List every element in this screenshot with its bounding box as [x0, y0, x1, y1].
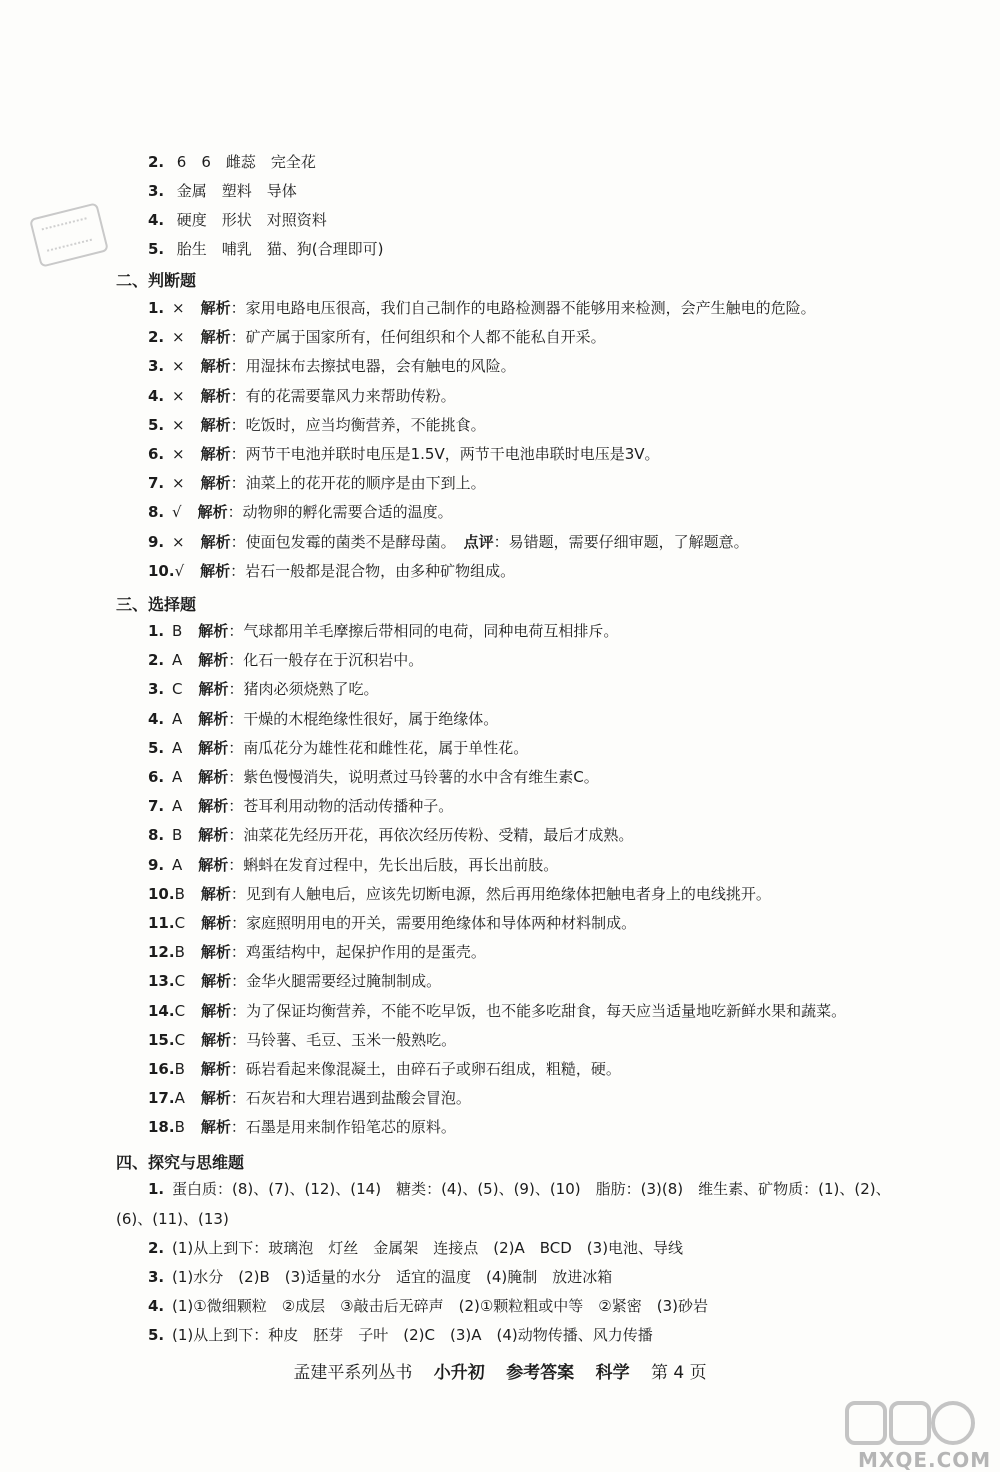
list-item — [148, 1238, 683, 1258]
explanation-text: ：金华火腿需要经过腌制制成。 — [231, 972, 442, 991]
explanation-label: 解析 — [201, 1001, 232, 1020]
explanation-text: ：家用电路电压很高，我们自己制作的电路检测器不能够用来检测，会产生触电的危险。 — [230, 299, 816, 317]
list-item — [148, 709, 498, 729]
question-number: 13. — [148, 972, 175, 991]
explanation-label: 解析 — [200, 1089, 231, 1108]
answer-mark: A — [172, 797, 183, 816]
explanation-text: ：化石一般存在于沉积岩中。 — [228, 651, 424, 670]
explanation-label: 解析 — [200, 1118, 231, 1137]
question-number: 10. — [148, 561, 175, 580]
explanation-text: ：使面包发霉的菌类不是酵母菌。 — [230, 532, 456, 551]
section-title-inquiry: 四、探究与思维题 — [116, 1153, 245, 1172]
answer-mark: × — [172, 474, 185, 493]
list-item — [116, 1209, 229, 1229]
question-number: 11. — [148, 914, 175, 932]
answer-mark: A — [172, 651, 183, 670]
list-item — [148, 561, 515, 581]
list-item — [148, 796, 453, 816]
answer-mark: × — [172, 328, 185, 347]
question-number: 5. — [148, 738, 165, 757]
answer-text: (1)水分 (2)B (3)适量的水分 适宜的温度 (4)腌制 放进冰箱 — [172, 1268, 613, 1286]
explanation-text: ：有的花需要靠风力来帮助传粉。 — [230, 386, 456, 405]
answer-mark: × — [172, 386, 185, 405]
answer-mark: C — [174, 1030, 186, 1049]
list-item — [148, 532, 749, 552]
answer-mark: √ — [174, 561, 185, 580]
list-item — [148, 738, 528, 758]
explanation-label: 解析 — [200, 532, 231, 551]
answer-text: (1)从上到下：玻璃泡 灯丝 金属架 连接点 (2)A BCD (3)电池、导线 — [172, 1239, 684, 1257]
explanation-text: ：家庭照明用电的开关，需要用绝缘体和导体两种材料制成。 — [231, 914, 637, 932]
explanation-text: ：石灰岩和大理岩遇到盐酸会冒泡。 — [230, 1089, 471, 1108]
question-number: 6. — [148, 445, 165, 463]
list-item — [148, 884, 771, 904]
question-number: 10. — [148, 884, 175, 903]
answer-mark: × — [172, 445, 185, 463]
explanation-text: ：苍耳利用动物的活动传播种子。 — [228, 797, 454, 816]
explanation-label: 解析 — [200, 561, 231, 580]
explanation-label: 解析 — [200, 357, 231, 376]
explanation-label: 解析 — [201, 914, 232, 932]
question-number: 1. — [148, 622, 165, 640]
answer-text: 蛋白质：(8)、(7)、(12)、(14) 糖类：(4)、(5)、(9)、(10) 脂肪：(3)(8) 维生素、矿物质：(1)、(2)、 — [172, 1180, 891, 1198]
explanation-label: 解析 — [198, 826, 229, 845]
explanation-label: 解析 — [200, 415, 231, 434]
list-item — [148, 298, 816, 318]
answer-mark: B — [174, 884, 185, 903]
explanation-text: ：紫色慢慢消失，说明煮过马铃薯的水中含有维生素C。 — [228, 768, 599, 786]
watermark-logo-icon — [845, 1395, 975, 1455]
list-item — [148, 356, 516, 376]
list-item — [148, 825, 633, 845]
question-number: 17. — [148, 1089, 175, 1108]
question-number: 8. — [148, 503, 165, 522]
list-item — [148, 1267, 612, 1287]
answer-mark: × — [172, 357, 185, 376]
explanation-text: ：岩石一般都是混合物，由多种矿物组成。 — [230, 561, 516, 580]
explanation-label: 解析 — [200, 884, 231, 903]
answer-text: (6)、(11)、(13) — [116, 1210, 229, 1228]
explanation-text: ：用湿抹布去擦拭电器，会有触电的风险。 — [230, 357, 516, 376]
answer-mark: C — [172, 680, 183, 699]
answer-mark: A — [172, 855, 183, 874]
question-number: 1. — [148, 1180, 165, 1198]
explanation-text: ：气球都用羊毛摩擦后带相同的电荷，同种电荷互相排斥。 — [228, 622, 619, 640]
question-number: 2. — [148, 651, 165, 670]
question-number: 16. — [148, 1060, 175, 1078]
watermark-site: MXQE.COM — [858, 1448, 992, 1472]
question-number: 3. — [148, 1268, 165, 1286]
answer-mark: C — [174, 972, 186, 991]
answer-mark: B — [174, 1118, 185, 1137]
explanation-label: 解析 — [201, 972, 232, 991]
list-item — [148, 473, 486, 493]
explanation-label: 解析 — [198, 855, 229, 874]
question-number: 4. — [148, 709, 165, 728]
explanation-label: 解析 — [198, 768, 229, 786]
explanation-text: ：蝌蚪在发育过程中，先长出后肢，再长出前肢。 — [228, 855, 559, 874]
list-item — [148, 444, 660, 464]
question-number: 4. — [148, 386, 165, 405]
explanation-text: ：为了保证均衡营养，不能不吃早饭，也不能多吃甜食，每天应当适量地吃新鲜水果和蔬菜。 — [231, 1001, 847, 1020]
list-item — [148, 1001, 846, 1021]
explanation-label: 解析 — [198, 797, 229, 816]
answer-text: (1)从上到下：种皮 胚芽 子叶 (2)C (3)A (4)动物传播、风力传播 — [172, 1326, 653, 1344]
explanation-text: ：油菜上的花开花的顺序是由下到上。 — [230, 474, 486, 493]
list-item — [148, 1030, 456, 1050]
question-number: 8. — [148, 826, 165, 845]
list-item: 4. 硬度 形状 对照资料 — [148, 211, 327, 229]
answer-mark: A — [172, 709, 183, 728]
answer-mark: A — [172, 768, 183, 786]
list-item — [148, 942, 486, 962]
list-item — [148, 1088, 471, 1108]
page-footer — [0, 1358, 1000, 1383]
explanation-text: ：猪肉必须烧熟了吃。 — [228, 680, 379, 699]
explanation-text: ：南瓜花分为雄性花和雌性花，属于单性花。 — [228, 738, 529, 757]
question-number: 4. — [148, 1297, 165, 1315]
explanation-text: ：油菜花先经历开花，再依次经历传粉、受精，最后才成熟。 — [228, 826, 634, 845]
faint-stamp — [29, 202, 109, 267]
question-number: 2. — [148, 328, 165, 347]
list-item — [148, 1296, 708, 1316]
answer-mark: C — [174, 914, 186, 932]
list-item — [148, 679, 379, 699]
question-number: 3. — [148, 357, 165, 376]
explanation-text: ：马铃薯、毛豆、玉米一般熟吃。 — [231, 1030, 457, 1049]
list-item — [148, 1117, 456, 1137]
list-item — [148, 502, 453, 522]
answer-mark: A — [174, 1089, 185, 1108]
comment-text: ：易错题，需要仔细审题，了解题意。 — [493, 532, 749, 551]
list-item — [148, 621, 618, 641]
explanation-label: 解析 — [197, 503, 228, 522]
answer-mark: B — [174, 943, 185, 962]
list-item — [148, 415, 486, 435]
explanation-text: ：两节干电池并联时电压是1.5V，两节干电池串联时电压是3V。 — [230, 445, 660, 463]
question-number: 5. — [148, 415, 165, 434]
answer-mark: B — [172, 826, 183, 845]
footer-page: 第 4 页 — [651, 1363, 707, 1383]
question-number: 3. — [148, 680, 165, 699]
explanation-label: 解析 — [200, 474, 231, 493]
answer-mark: × — [172, 299, 185, 317]
explanation-label: 解析 — [198, 680, 229, 699]
list-item — [148, 855, 558, 875]
answer-text: (1)①微细颗粒 ②成层 ③敲击后无碎声 (2)①颗粒粗或中等 ②紧密 (3)砂岩 — [172, 1297, 708, 1315]
explanation-text: ：动物卵的孵化需要合适的温度。 — [227, 503, 453, 522]
list-item — [148, 971, 441, 991]
footer-grade: 小升初 — [433, 1363, 485, 1383]
list-item: 3. 金属 塑料 导体 — [148, 182, 297, 200]
explanation-text: ：鸡蛋结构中，起保护作用的是蛋壳。 — [230, 943, 486, 962]
list-item — [148, 767, 599, 787]
explanation-text: ：砾岩看起来像混凝土，由碎石子或卵石组成，粗糙，硬。 — [230, 1060, 621, 1078]
question-number: 5. — [148, 1326, 165, 1344]
footer-subject: 科学 — [595, 1363, 630, 1383]
question-number: 7. — [148, 797, 165, 816]
question-number: 18. — [148, 1118, 175, 1137]
list-item — [148, 327, 606, 347]
footer-doc: 参考答案 — [506, 1363, 575, 1383]
explanation-label: 解析 — [200, 1060, 231, 1078]
question-number: 14. — [148, 1001, 175, 1020]
footer-series: 孟建平系列丛书 — [293, 1363, 413, 1383]
question-number: 9. — [148, 532, 165, 551]
answer-mark: C — [174, 1001, 186, 1020]
explanation-label: 解析 — [200, 386, 231, 405]
explanation-label: 解析 — [198, 738, 229, 757]
question-number: 1. — [148, 299, 165, 317]
explanation-text: ：石墨是用来制作铅笔芯的原料。 — [230, 1118, 456, 1137]
list-item — [148, 386, 456, 406]
explanation-text: ：干燥的木棍绝缘性很好，属于绝缘体。 — [228, 709, 499, 728]
explanation-label: 解析 — [198, 709, 229, 728]
explanation-label: 解析 — [198, 651, 229, 670]
answer-mark: × — [172, 415, 185, 434]
explanation-text: ：矿产属于国家所有，任何组织和个人都不能私自开采。 — [230, 328, 606, 347]
explanation-label: 解析 — [200, 943, 231, 962]
explanation-label: 解析 — [201, 1030, 232, 1049]
question-number: 12. — [148, 943, 175, 962]
answer-mark: B — [172, 622, 183, 640]
list-item — [148, 1059, 621, 1079]
question-number: 7. — [148, 474, 165, 493]
list-item: 2. 6 6 雌蕊 完全花 — [148, 153, 316, 171]
question-number: 2. — [148, 1239, 165, 1257]
explanation-label: 解析 — [200, 445, 231, 463]
section-title-choice: 三、选择题 — [116, 595, 197, 614]
explanation-label: 解析 — [198, 622, 229, 640]
list-item — [148, 913, 636, 933]
explanation-label: 解析 — [200, 328, 231, 347]
explanation-label: 解析 — [200, 299, 231, 317]
list-item: 5. 胎生 哺乳 猫、狗(合理即可) — [148, 240, 384, 258]
answer-mark: √ — [172, 503, 182, 522]
explanation-text: ：吃饭时，应当均衡营养，不能挑食。 — [230, 415, 486, 434]
comment-label: 点评 — [463, 532, 494, 551]
question-number: 15. — [148, 1030, 175, 1049]
question-number: 6. — [148, 768, 165, 786]
answer-mark: B — [174, 1060, 185, 1078]
answer-mark: × — [172, 532, 185, 551]
answer-mark: A — [172, 738, 183, 757]
explanation-text: ：见到有人触电后，应该先切断电源，然后再用绝缘体把触电者身上的电线挑开。 — [230, 884, 771, 903]
list-item — [148, 1325, 653, 1345]
section-title-judgement: 二、判断题 — [116, 271, 197, 290]
list-item — [148, 650, 423, 670]
list-item — [148, 1179, 891, 1199]
question-number: 9. — [148, 855, 165, 874]
